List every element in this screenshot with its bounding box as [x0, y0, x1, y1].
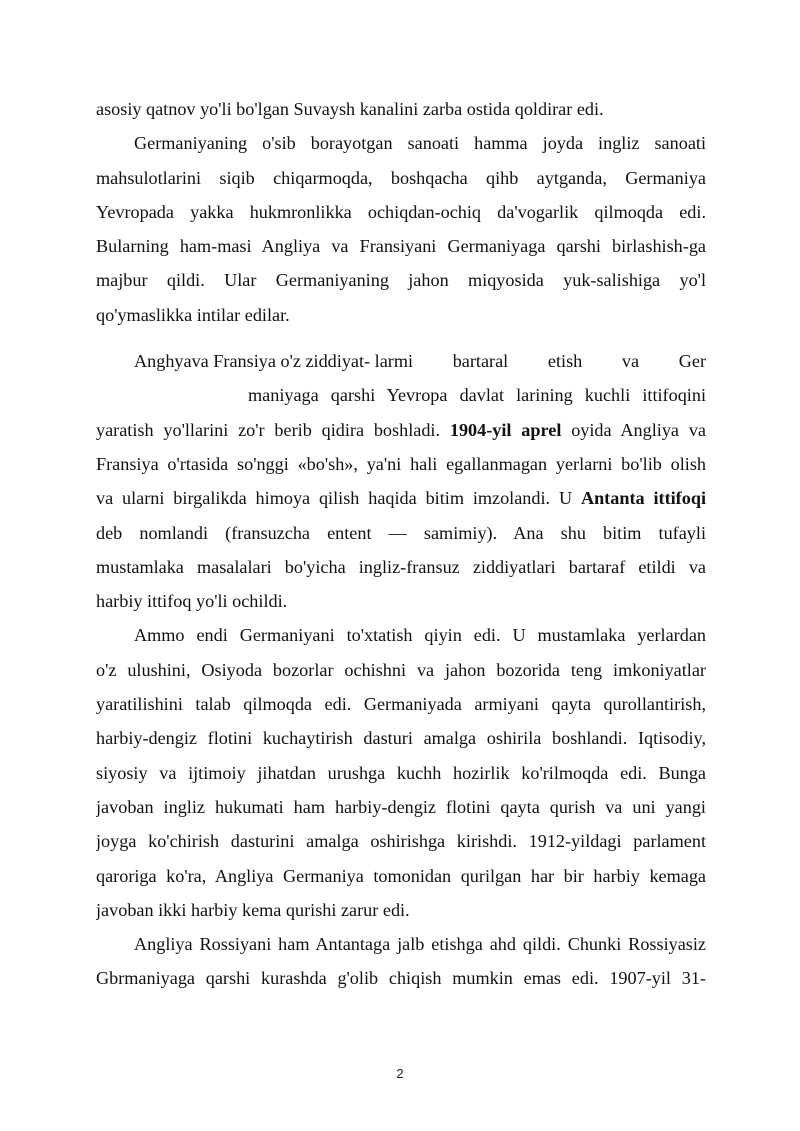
text-line: joyga ko'chirish dasturini amalga oshirishga kirishdi. 1912-yildagi parlament [96, 831, 706, 852]
text-fragment: Ger [678, 351, 706, 372]
text-fragment: va ularni birgalikda himoya qilish haqida bitim imzolandi. U [96, 488, 581, 509]
text-line: yaratilishini talab qilmoqda edi. Germaniyada armiyani qayta qurollantirish, [96, 694, 706, 715]
text-fragment: va [621, 351, 640, 372]
text-line: siyosiy va ijtimoiy jihatdan urushga kuchh hozirlik ko'rilmoqda edi. Bunga [96, 762, 706, 783]
text-line: qaroriga ko'ra, Angliya Germaniya tomonidan qurilgan har bir harbiy kemaga [96, 865, 706, 886]
text-line: Fransiya o'rtasida so'nggi «bo'sh», ya'ni hali egallanmagan yerlarni bo'lib olish [96, 453, 706, 474]
text-fragment: Anghyava Fransiya o'z ziddiyat- larmi [134, 351, 414, 372]
text-line: mustamlaka masalalari bo'yicha ingliz-fransuz ziddiyatlari bartaraf etildi va [96, 556, 706, 577]
text-line: harbiy-dengiz flotini kuchaytirish dasturi amalga oshirila boshlandi. Iqtisodiy, [96, 728, 706, 749]
text-line: Angliya Rossiyani ham Antantaga jalb etishga ahd qildi. Chunki Rossiyasiz [134, 934, 706, 955]
document-page [96, 92, 706, 996]
bold-term: Antanta ittifoqi [580, 488, 706, 509]
text-line: majbur qildi. Ular Germaniyaning jahon miqyosida yuk-salishiga yo'l [96, 270, 706, 291]
text-line: harbiy ittifoq yo'li ochildi. [96, 591, 288, 612]
text-fragment: yaratish yo'llarini zo'r berib qidira boshladi. [96, 419, 450, 440]
text-line-split [96, 344, 706, 378]
text-line: mahsulotlarini siqib chiqarmoqda, boshqacha qihb aytganda, Germaniya [96, 167, 706, 188]
text-line: Gbrmaniyaga qarshi kurashda g'olib chiqish mumkin emas edi. 1907-yil 31- [96, 968, 706, 989]
text-line [96, 413, 706, 447]
text-line: Bularning ham-masi Angliya va Fransiyani Germaniyaga qarshi birlashish-ga [96, 236, 706, 257]
text-line [96, 481, 706, 515]
text-line: deb nomlandi (fransuzcha entent — samimiy). Ana shu bitim tufayli [96, 522, 706, 543]
text-line: Yevropada yakka hukmronlikka ochiqdan-ochiq da'vogarlik qilmoqda edi. [96, 201, 706, 222]
page-number: 2 [396, 1066, 404, 1081]
text-line: javoban ikki harbiy kema qurishi zarur edi. [96, 899, 410, 920]
text-fragment: etish [547, 351, 583, 372]
text-line: maniyaga qarshi Yevropa davlat larining kuchli ittifoqini [248, 385, 706, 406]
text-line: qo'ymaslikka intilar edilar. [96, 304, 290, 325]
text-line: Ammo endi Germaniyani to'xtatish qiyin edi. U mustamlaka yerlardan [134, 625, 706, 646]
text-line: javoban ingliz hukumati ham harbiy-dengiz flotini qayta qurish va uni yangi [96, 796, 706, 817]
bold-date: 1904-yil aprel [449, 419, 562, 440]
text-line: o'z ulushini, Osiyoda bozorlar ochishni va jahon bozorida teng imkoniyatlar [96, 659, 706, 680]
text-fragment: oyida Angliya va [561, 419, 706, 440]
text-line: asosiy qatnov yo'li bo'lgan Suvaysh kanalini zarba ostida qoldirar edi. [96, 99, 604, 119]
text-line: Germaniyaning o'sib borayotgan sanoati hamma joyda ingliz sanoati [134, 133, 706, 154]
text-fragment: bartaral [452, 351, 509, 372]
